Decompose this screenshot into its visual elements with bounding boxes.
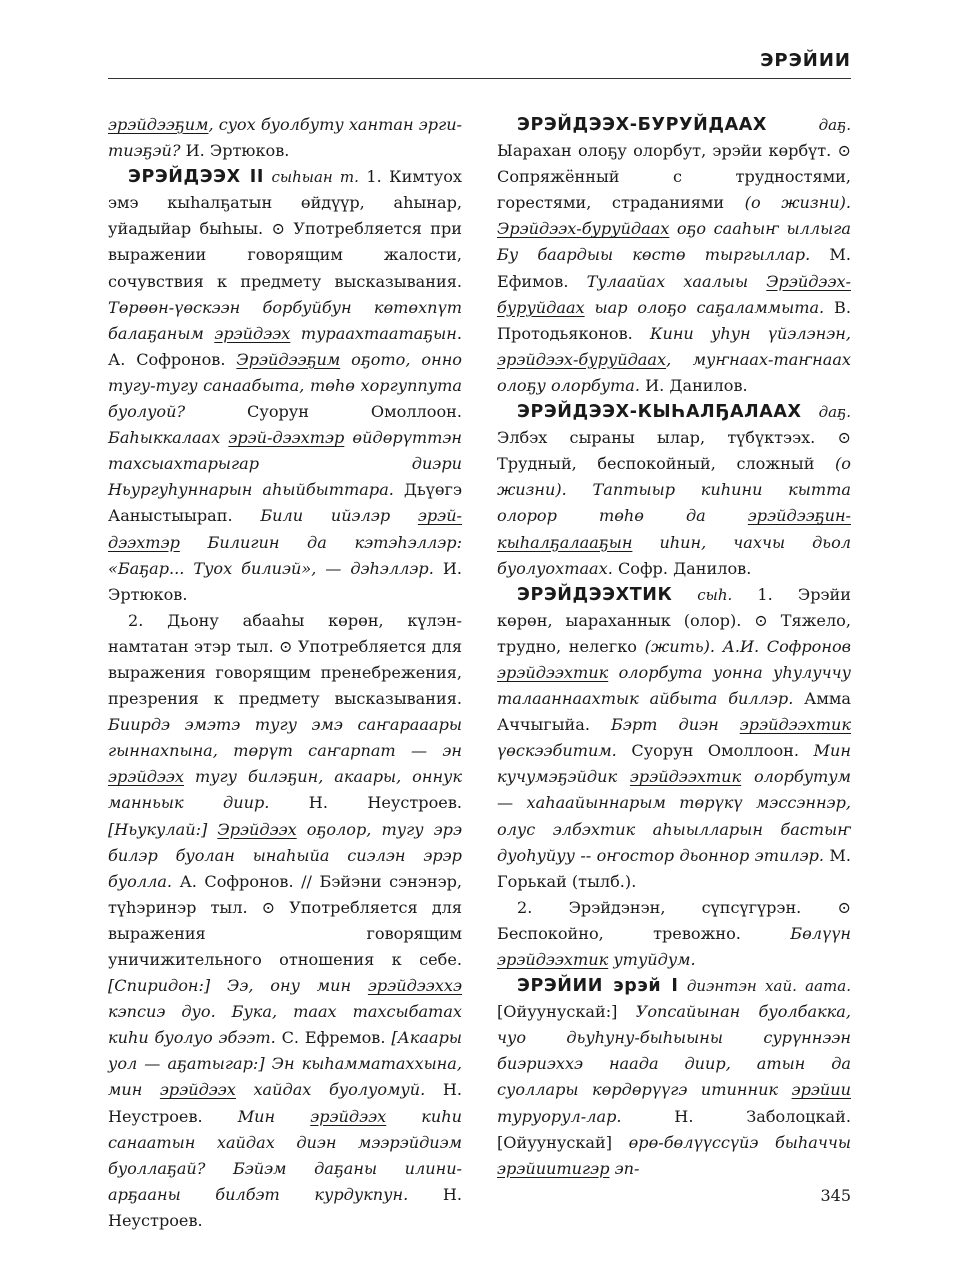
usage-note: (жить). — [644, 636, 715, 656]
header-rule — [108, 78, 851, 79]
grammar-label: даҕ. — [801, 403, 851, 422]
left-column — [108, 112, 462, 1234]
example-text: Эн кыһамматаххына, мин — [108, 1054, 462, 1100]
example-headword: эрэйдээх — [108, 767, 184, 787]
speaker-note: [Ойуунускай] — [497, 1132, 629, 1152]
example-headword: эрэйдээхтик — [497, 662, 609, 682]
example-text: кэпсиэ дуо. Бука, таах тахсыбатах киһи буолуо эбээт. — [108, 1002, 462, 1048]
headword: ЭРЭЙДЭЭХ-КЫҺАЛҔАЛААХ — [517, 402, 802, 423]
example-headword: эрэйдээҕим — [108, 115, 209, 134]
usage-note: (о жизни). — [497, 454, 851, 500]
example-text: оҕо сааһыҥ ыллыга Бу баардыы көстө тыргыллар. — [497, 219, 851, 265]
example-headword: эрэйдээх — [310, 1106, 387, 1126]
example-text: Кини уһун үйэлэнэн, — [650, 323, 851, 343]
example-text: оҕото, онно тугу-тугу санаабыта, төһө хоргуппута буолуой? — [108, 349, 462, 422]
headword: ЭРЭЙДЭЭХТИК — [517, 584, 673, 605]
source: Амма Аччыгыйа. — [497, 689, 851, 735]
example-text: Баһыккалаах — [108, 428, 229, 448]
grammar-label: сыһыан т. — [271, 168, 359, 187]
example-headword: эрэйдээхтик — [497, 950, 609, 969]
example-text: туруорул-лар. — [497, 1106, 622, 1126]
speaker-note: [Акаары уол — аҕатыгар:] — [108, 1028, 462, 1074]
example-text: Төрөөн-үөскээн борбуйбун көтөхпүт балаҕаным — [108, 297, 462, 343]
entry-erejdeeh-burujdaah — [497, 112, 851, 399]
right-column — [497, 112, 851, 1182]
example-text: , сyох буолбуту хантан эрги-тиэҕэй? — [108, 115, 462, 161]
source: Н. Неустроев. — [108, 1080, 462, 1126]
running-head: ЭРЭЙИИ — [760, 50, 851, 71]
example-text: киһи санаатын хайдах диэн мээрэйдиэм буоллаҕай? Бэйэм даҕаны илини-арҕааны билбэт курдукпун. — [108, 1106, 462, 1204]
source: М. Горькай (тылб.). — [497, 845, 851, 891]
example-text: үөскээбитим. — [497, 741, 617, 761]
page-number: 345 — [820, 1186, 851, 1205]
definition: 1. Кимтуох эмэ кыһалҕатын өйдүүр, аһынар, уйадыйар быһыы. ⊙ Употребляется при выражении говорящим жалости, сочувствия к предмету высказывания. — [108, 167, 462, 291]
example-headword: эрэй-дээхтэр — [108, 506, 462, 552]
example-text: Мин кучумэҕэйдик — [497, 741, 851, 787]
example-text: Бэрт диэн — [611, 715, 740, 735]
example-headword: эрэйдээх — [214, 323, 291, 343]
example-text: өйдөрүттэн тахсыахтарыгар диэри Ньургуһуннарын аһыйбыттара. — [108, 428, 463, 500]
source: Софр. Данилов. — [612, 558, 752, 578]
grammar-label: сыһ. — [672, 585, 733, 604]
source: И. Данилов. — [640, 375, 748, 395]
speaker-note: [Спиридон:] — [108, 976, 228, 996]
source: С. Ефремов. — [275, 1028, 392, 1048]
grammar-label: диэнтэн хай. аата. — [678, 977, 851, 996]
source: М. Ефимов. — [497, 245, 851, 291]
example-text: олорбута уонна уһулуччу талааннаахтык айбыта биллэр. — [497, 662, 851, 709]
example-text: олорбутум — хаһаайыннарым төрүкү мэссэннэр, олус элбэхтик аһыылларын бастыҥ дуоһуйуу -- оҥостор дьоннор этилэр. — [497, 767, 851, 865]
source: И. Эртюков. — [180, 141, 290, 161]
source: Н. Неустроев. — [108, 1184, 462, 1230]
source: А.И. Софронов — [714, 636, 852, 656]
example-text: тураахтаатаҕын. — [290, 323, 462, 343]
example-text: өрө-бөлүүссүйэ быһаччы — [628, 1132, 852, 1152]
example-text: Таптыыр киһини кытта олорор төһө да — [497, 480, 851, 526]
example-text: , муҥнаах-таҥнаах олоҕу олорбута. — [497, 349, 851, 395]
definition: Элбэх сыраны ылар, түбүктээх. ⊙ Трудный, беспокойный, сложный — [497, 428, 851, 474]
entry-erejdeeh-2 — [108, 164, 462, 608]
definition: 1. Эрэйи көрөн, ыараханнык (олор). ⊙ Тяжело, трудно, нелегко — [497, 584, 851, 656]
example-headword: Эрэйдээх-буруйдаах — [497, 219, 670, 239]
source: Суорун Омоллоон. — [616, 741, 814, 761]
example-text: Били ийэлэр — [260, 506, 418, 526]
example-text: тугу билэҕин, акаары, оннук манньык диир. — [108, 767, 462, 813]
entry-erejii — [497, 973, 851, 1182]
example-headword: эрэйдээххэ — [367, 976, 462, 996]
example-text: Билигин да кэтэһэллэр: «Баҕар... Туох билиэй», — дэһэллэр. — [108, 532, 462, 578]
source: Н. Заболоцкай. — [621, 1106, 851, 1126]
grammar-label: даҕ. — [766, 116, 851, 134]
headword: ЭРЭЙИИ — [517, 976, 604, 997]
example-text: Тулаайах хаалыы — [586, 271, 767, 291]
definition: 2. Дьону абааһы көрөн, күлэн-намтатан этэр тыл. ⊙ Употребляется для выражения говорящим пренебрежения, презрения к предмету высказывания. — [108, 610, 462, 709]
definition: Ыарахан олоҕу олорбут, эрэйи көрбүт. ⊙ Сопряжённый с трудностями, горестями, страданиями — [497, 141, 851, 213]
example-text: оҕолор, тугу эрэ билэр буолан ынаһыйа сиэлэн эрэр буолла. — [108, 819, 462, 891]
usage-note: (о жизни). — [744, 193, 851, 213]
headword-root: эрэй I — [603, 976, 679, 997]
source: В. Протодьяконов. — [497, 297, 851, 343]
source: Дьүөгэ Ааныстыырап. — [108, 480, 462, 526]
example-text: эп- — [609, 1158, 640, 1178]
entry-erejdeehtik — [497, 582, 851, 895]
example-text: Мин — [237, 1106, 311, 1126]
example-text: Уопсайынан буолбакка, чуо дьуһуну-быһыыны сурүннээн биэриэххэ наада диир, атын да суоллары көрдөрүүгэ итинник — [497, 1002, 852, 1100]
example-text: Бөлүүн — [790, 923, 851, 943]
entry-erejdeehtik-sense-2 — [497, 895, 851, 973]
entry-continuation — [108, 112, 462, 164]
example-headword: эрэйдээҕин-кыһалҕалааҕын — [497, 506, 851, 552]
example-text: Биирдэ эмэтэ тугу эмэ саҥарааары гыннахпына, төрүт саҥарпат — эн — [108, 715, 462, 761]
headword: ЭРЭЙДЭЭХ-БУРУЙДААХ — [517, 115, 767, 135]
example-headword: эрэй-дээхтэр — [228, 428, 345, 448]
example-text: хайдах буолуомуй. — [235, 1080, 426, 1100]
entry-erejdeeh-kyhalgalaah — [497, 399, 851, 582]
example-headword: эрэйиитигэр — [497, 1158, 610, 1178]
example-headword: эрэйдээхтик — [629, 767, 742, 787]
definition: Бэйэни сэнэнэр, түһэринэр тыл. ⊙ Употребляется для выражения говорящим уничижительного отношения к себе. — [108, 871, 463, 969]
example-text: ыар олоҕо саҕаламмыта. — [584, 297, 825, 317]
example-headword: эрэйдээх — [159, 1080, 236, 1100]
source: А. Софронов. — [108, 349, 237, 369]
speaker-note: [Ньукулай:] — [108, 819, 218, 839]
example-headword: эрэйдээх-буруйдаах — [497, 349, 667, 369]
source: Суорун Омоллоон. — [185, 402, 462, 422]
entry-erejdeeh-2-sense-2 — [108, 608, 462, 1234]
example-text: иһин, чахчы дьол буолуохтаах. — [497, 532, 851, 578]
example-headword: Эрэйдээх — [217, 819, 297, 839]
example-headword: Эрэйдээх-буруйдаах — [497, 271, 851, 317]
definition: 2. Эрэйдэнэн, сүпсүгүрэн. ⊙ Беспокойно, тревожно. — [497, 897, 851, 943]
example-text: утуйдум. — [608, 950, 696, 969]
source: Н. Неустроев. — [269, 793, 462, 813]
source: И. Эртюков. — [108, 558, 462, 604]
example-headword: эрэйдээхтик — [739, 715, 851, 735]
source: А. Софронов. // — [172, 871, 320, 891]
example-text: Ээ, ону мин — [227, 976, 368, 996]
example-headword: Эрэйдээҕим — [236, 349, 341, 369]
headword: ЭРЭЙДЭЭХ II — [128, 167, 264, 188]
speaker-note: [Ойуунускай:] — [497, 1002, 636, 1022]
example-headword: эрэйии — [791, 1080, 851, 1100]
